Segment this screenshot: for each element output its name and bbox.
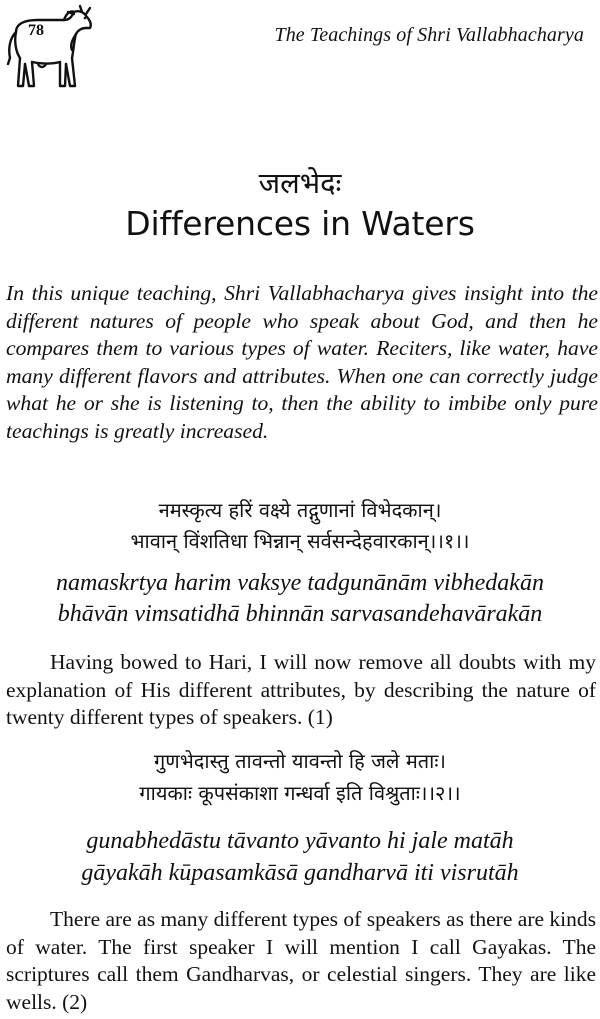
page-header bbox=[0, 0, 600, 100]
intro-paragraph: In this unique teaching, Shri Vallabhacharya gives insight into the different natures of people who speak about God, and then he compares them to various types of water. Reciters, like water, have many different flavors and attributes. When one can correctly judge what he or she is listening to, then the ability to imbibe only pure teachings is greatly increased. bbox=[6, 281, 598, 443]
verse-1-transliteration-line-2: bhāvān vimsatidhā bhinnān sarvasandehavārakān bbox=[57, 601, 543, 627]
verse-1-sanskrit-line-1: नमस्कृत्य हरिं वक्ष्ये तद्गुणानां विभेदकान्। bbox=[158, 498, 442, 522]
cow-icon bbox=[2, 2, 98, 98]
verse-1-sanskrit-line-2: भावान् विंशतिधा भिन्नान् सर्वसन्देहवारकान्।।१।। bbox=[130, 529, 470, 553]
chapter-title: Differences in Waters bbox=[125, 204, 475, 243]
verse-1-transliteration-line-1: namaskrtya harim vaksye tadgunānām vibhedakān bbox=[56, 570, 544, 596]
verse-2-transliteration-line-1: gunabhedāstu tāvanto yāvanto hi jale matāh bbox=[86, 828, 514, 854]
chapter-title-sanskrit: जलभेदः bbox=[258, 166, 342, 200]
verse-1-translation: Having bowed to Hari, I will now remove all doubts with my explanation of His different attributes, by describing the nature of twenty different types of speakers. (1) bbox=[6, 650, 596, 729]
verse-2-sanskrit-line-2: गायकाः कूपसंकाशा गन्धर्वा इति विश्रुताः।।२।। bbox=[139, 781, 461, 805]
running-head: The Teachings of Shri Vallabhacharya bbox=[274, 24, 584, 46]
page-number: 78 bbox=[28, 22, 44, 39]
verse-2-transliteration-line-2: gāyakāh kūpasamkāsā gandharvā iti visrutāh bbox=[81, 860, 519, 886]
verse-2-sanskrit-line-1: गुणभेदास्तु तावन्तो यावन्तो हि जले मताः। bbox=[154, 749, 446, 773]
verse-2-translation: There are as many different types of speakers as there are kinds of water. The first speaker I will mention I call Gayakas. The scriptures call them Gandharvas, or celestial singers. They are like wells. (2) bbox=[6, 907, 596, 1014]
